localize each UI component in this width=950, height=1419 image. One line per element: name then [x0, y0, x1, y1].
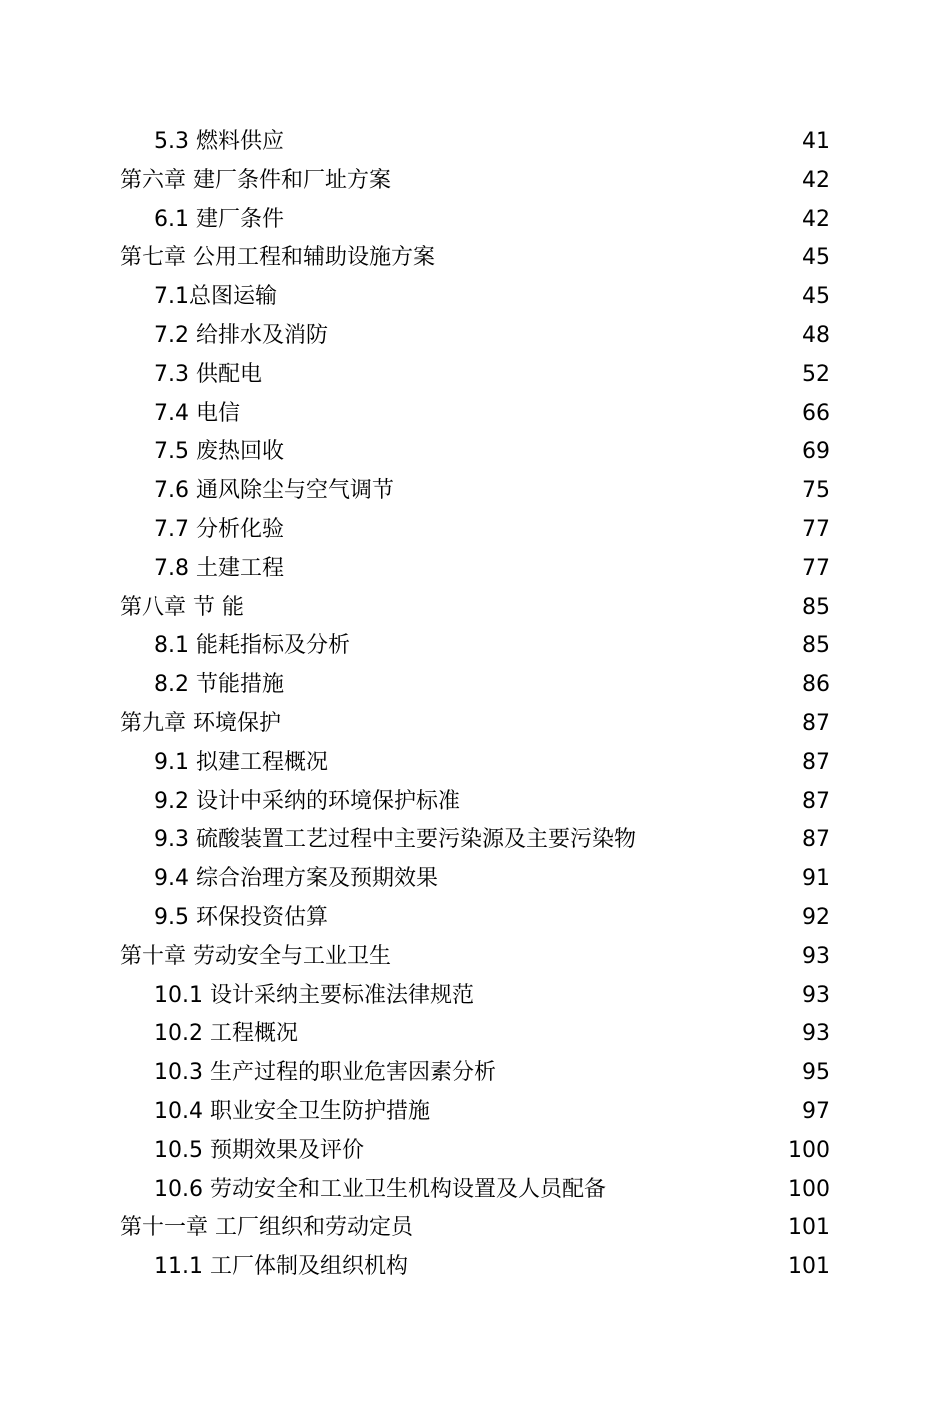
toc-entry-title: 7.8 土建工程 — [154, 555, 284, 581]
toc-chapter-page: 101 — [788, 1215, 830, 1241]
toc-entry-title: 7.5 废热回收 — [154, 439, 284, 465]
toc-entry[interactable] — [0, 395, 950, 434]
toc-entry-title: 7.7 分析化验 — [154, 516, 284, 542]
toc-entry-title: 10.3 生产过程的职业危害因素分析 — [154, 1060, 496, 1086]
toc-entry-page: 93 — [802, 1021, 830, 1047]
toc-entry-title: 8.1 能耗指标及分析 — [154, 633, 350, 659]
toc-entry-page: 75 — [802, 478, 830, 504]
toc-entry[interactable] — [0, 1015, 950, 1054]
toc-entry-title: 11.1 工厂体制及组织机构 — [154, 1254, 408, 1280]
toc-chapter[interactable] — [0, 705, 950, 744]
toc-entry-page: 87 — [802, 827, 830, 853]
toc-entry-title: 10.5 预期效果及评价 — [154, 1137, 364, 1163]
toc-chapter[interactable] — [0, 938, 950, 977]
toc-entry[interactable] — [0, 783, 950, 822]
toc-entry-title: 9.5 环保投资估算 — [154, 904, 328, 930]
toc-entry-title: 7.2 给排水及消防 — [154, 322, 328, 348]
toc-chapter[interactable] — [0, 162, 950, 201]
toc-entry[interactable] — [0, 201, 950, 240]
toc-entry-title: 9.3 硫酸装置工艺过程中主要污染源及主要污染物 — [154, 827, 636, 853]
toc-entry-page: 86 — [802, 672, 830, 698]
toc-entry[interactable] — [0, 1248, 950, 1287]
toc-entry-title: 10.2 工程概况 — [154, 1021, 298, 1047]
table-of-contents — [0, 123, 950, 1287]
toc-entry-title: 9.4 综合治理方案及预期效果 — [154, 866, 438, 892]
toc-entry-page: 69 — [802, 439, 830, 465]
toc-chapter-page: 87 — [802, 710, 830, 736]
toc-entry-page: 77 — [802, 555, 830, 581]
toc-entry-page: 100 — [788, 1176, 830, 1202]
toc-entry[interactable] — [0, 744, 950, 783]
toc-chapter-title: 第八章 节 能 — [120, 594, 244, 620]
toc-entry-page: 101 — [788, 1254, 830, 1280]
toc-entry[interactable] — [0, 550, 950, 589]
toc-chapter-title: 第九章 环境保护 — [120, 710, 281, 736]
toc-entry-page: 66 — [802, 400, 830, 426]
toc-chapter-page: 93 — [802, 943, 830, 969]
toc-entry[interactable] — [0, 356, 950, 395]
toc-entry[interactable] — [0, 1093, 950, 1132]
toc-chapter[interactable] — [0, 239, 950, 278]
toc-entry-page: 93 — [802, 982, 830, 1008]
toc-chapter-title: 第十一章 工厂组织和劳动定员 — [120, 1215, 413, 1241]
toc-entry-page: 41 — [802, 129, 830, 154]
toc-entry[interactable] — [0, 511, 950, 550]
toc-entry-title: 9.2 设计中采纳的环境保护标准 — [154, 788, 460, 814]
toc-entry-page: 42 — [802, 206, 830, 232]
toc-entry[interactable] — [0, 627, 950, 666]
toc-entry-title: 7.6 通风除尘与空气调节 — [154, 478, 394, 504]
toc-entry-page: 87 — [802, 749, 830, 775]
toc-entry[interactable] — [0, 433, 950, 472]
toc-entry[interactable] — [0, 860, 950, 899]
toc-entry-page: 87 — [802, 788, 830, 814]
toc-entry-page: 52 — [802, 361, 830, 387]
toc-entry[interactable] — [0, 278, 950, 317]
toc-entry[interactable] — [0, 1171, 950, 1210]
toc-chapter-page: 42 — [802, 167, 830, 193]
toc-entry[interactable] — [0, 977, 950, 1016]
toc-entry[interactable] — [0, 666, 950, 705]
toc-entry[interactable] — [0, 123, 950, 162]
toc-entry-page: 92 — [802, 904, 830, 930]
toc-entry-title: 10.1 设计采纳主要标准法律规范 — [154, 982, 474, 1008]
toc-entry-page: 85 — [802, 633, 830, 659]
toc-entry[interactable] — [0, 472, 950, 511]
toc-chapter-title: 第七章 公用工程和辅助设施方案 — [120, 245, 435, 271]
toc-chapter[interactable] — [0, 1209, 950, 1248]
toc-entry-title: 7.1总图运输 — [154, 284, 277, 310]
toc-entry-page: 97 — [802, 1098, 830, 1124]
toc-entry-title: 7.3 供配电 — [154, 361, 262, 387]
toc-chapter-page: 45 — [802, 245, 830, 271]
toc-entry-title: 10.6 劳动安全和工业卫生机构设置及人员配备 — [154, 1176, 606, 1202]
toc-entry-title: 6.1 建厂条件 — [154, 206, 284, 232]
toc-chapter-page: 85 — [802, 594, 830, 620]
toc-entry[interactable] — [0, 317, 950, 356]
toc-chapter-title: 第六章 建厂条件和厂址方案 — [120, 167, 391, 193]
toc-entry-title: 7.4 电信 — [154, 400, 240, 426]
toc-entry[interactable] — [0, 899, 950, 938]
toc-entry-page: 95 — [802, 1060, 830, 1086]
toc-entry-page: 48 — [802, 322, 830, 348]
toc-entry-page: 91 — [802, 866, 830, 892]
toc-entry-page: 45 — [802, 284, 830, 310]
toc-entry[interactable] — [0, 821, 950, 860]
toc-entry[interactable] — [0, 1054, 950, 1093]
toc-entry-title: 10.4 职业安全卫生防护措施 — [154, 1098, 430, 1124]
toc-entry[interactable] — [0, 1132, 950, 1171]
toc-chapter[interactable] — [0, 589, 950, 628]
toc-entry-page: 77 — [802, 516, 830, 542]
toc-entry-title: 5.3 燃料供应 — [154, 129, 284, 154]
toc-chapter-title: 第十章 劳动安全与工业卫生 — [120, 943, 391, 969]
toc-entry-page: 100 — [788, 1137, 830, 1163]
toc-entry-title: 8.2 节能措施 — [154, 672, 284, 698]
toc-entry-title: 9.1 拟建工程概况 — [154, 749, 328, 775]
